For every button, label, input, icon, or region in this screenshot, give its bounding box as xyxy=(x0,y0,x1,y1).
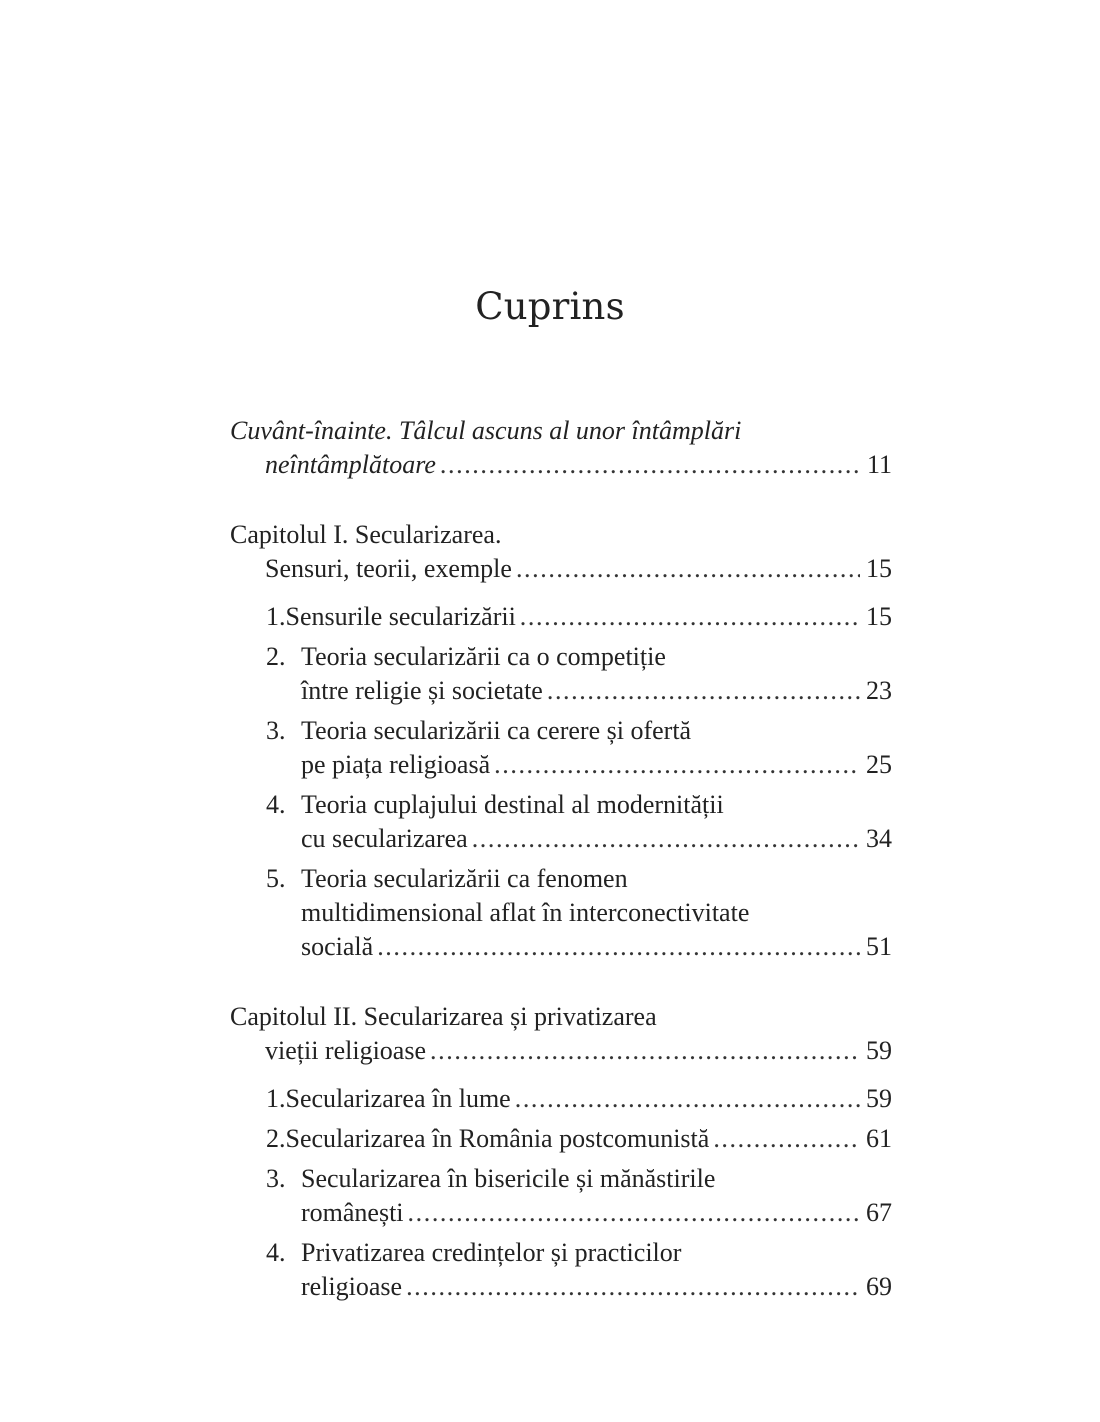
toc-section-1-3[interactable] xyxy=(230,714,892,782)
dot-leader xyxy=(377,930,860,964)
section-title-continued: între religie și societate xyxy=(301,676,543,705)
dot-leader xyxy=(472,822,860,856)
dot-leader xyxy=(515,1082,860,1116)
section-number: 1. xyxy=(266,1084,286,1113)
section-title: Secularizarea în România postcomunistă xyxy=(285,1124,710,1153)
toc-section-1-1[interactable] xyxy=(230,600,892,634)
page-number: 59 xyxy=(866,1036,892,1065)
toc-entry-title: Capitolul I. Secularizarea. xyxy=(230,520,502,549)
dot-leader xyxy=(520,600,860,634)
section-title: Sensurile secularizării xyxy=(285,602,516,631)
table-of-contents xyxy=(230,414,892,1304)
toc-entry-foreword[interactable] xyxy=(230,414,892,482)
toc-section-2-4[interactable] xyxy=(230,1236,892,1304)
toc-section-2-3[interactable] xyxy=(230,1162,892,1230)
page-number: 51 xyxy=(866,932,892,961)
page-number: 69 xyxy=(866,1272,892,1301)
dot-leader xyxy=(440,448,861,482)
page-number: 23 xyxy=(866,676,892,705)
toc-entry-chapter-1[interactable] xyxy=(230,518,892,586)
section-title: Secularizarea în bisericile și mănăstirile xyxy=(301,1164,716,1193)
section-title: Teoria secularizării ca o competiție xyxy=(301,642,666,671)
page-number: 67 xyxy=(866,1198,892,1227)
page-number: 59 xyxy=(866,1084,892,1113)
dot-leader xyxy=(430,1034,860,1068)
section-number: 3. xyxy=(266,716,286,745)
section-title-continued: cu secularizarea xyxy=(301,824,468,853)
section-number: 2. xyxy=(266,642,286,671)
section-number: 1. xyxy=(266,602,286,631)
section-title-continued: pe piața religioasă xyxy=(301,750,491,779)
page-number: 11 xyxy=(866,450,892,479)
section-title-continued: românești xyxy=(301,1198,404,1227)
toc-section-1-5[interactable] xyxy=(230,862,892,964)
toc-entry-title-continued: neîntâmplătoare xyxy=(265,450,436,479)
dot-leader xyxy=(516,552,860,586)
dot-leader xyxy=(494,748,860,782)
page-number: 34 xyxy=(866,824,892,853)
section-number: 4. xyxy=(266,1238,286,1267)
section-title: Teoria secularizării ca fenomen xyxy=(301,864,628,893)
section-title: Secularizarea în lume xyxy=(285,1084,511,1113)
dot-leader xyxy=(713,1122,860,1156)
toc-section-2-2[interactable] xyxy=(230,1122,892,1156)
section-title-continued: religioase xyxy=(301,1272,403,1301)
page-number: 25 xyxy=(866,750,892,779)
section-number: 3. xyxy=(266,1164,286,1193)
toc-section-2-1[interactable] xyxy=(230,1082,892,1116)
page-number: 15 xyxy=(866,554,892,583)
section-number: 5. xyxy=(266,864,286,893)
section-title-continued: multidimensional aflat în interconectivitate xyxy=(301,898,750,927)
toc-entry-title-continued: Sensuri, teorii, exemple xyxy=(265,554,512,583)
section-title-continued: socială xyxy=(301,932,374,961)
dot-leader xyxy=(406,1270,860,1304)
toc-section-1-4[interactable] xyxy=(230,788,892,856)
toc-entry-chapter-2[interactable] xyxy=(230,1000,892,1068)
page-title: Cuprins xyxy=(475,285,625,328)
page-number: 61 xyxy=(866,1124,892,1153)
section-title: Teoria cuplajului destinal al modernității xyxy=(301,790,724,819)
toc-entry-title-continued: vieții religioase xyxy=(265,1036,427,1065)
section-number: 4. xyxy=(266,790,286,819)
dot-leader xyxy=(408,1196,860,1230)
page-number: 15 xyxy=(866,602,892,631)
section-title: Privatizarea credințelor și practicilor xyxy=(301,1238,682,1267)
section-number: 2. xyxy=(266,1124,286,1153)
toc-entry-title: Capitolul II. Secularizarea și privatizarea xyxy=(230,1002,657,1031)
dot-leader xyxy=(547,674,860,708)
toc-section-1-2[interactable] xyxy=(230,640,892,708)
toc-entry-title: Cuvânt-înainte. Tâlcul ascuns al unor întâmplări xyxy=(230,416,742,445)
section-title: Teoria secularizării ca cerere și ofertă xyxy=(301,716,692,745)
